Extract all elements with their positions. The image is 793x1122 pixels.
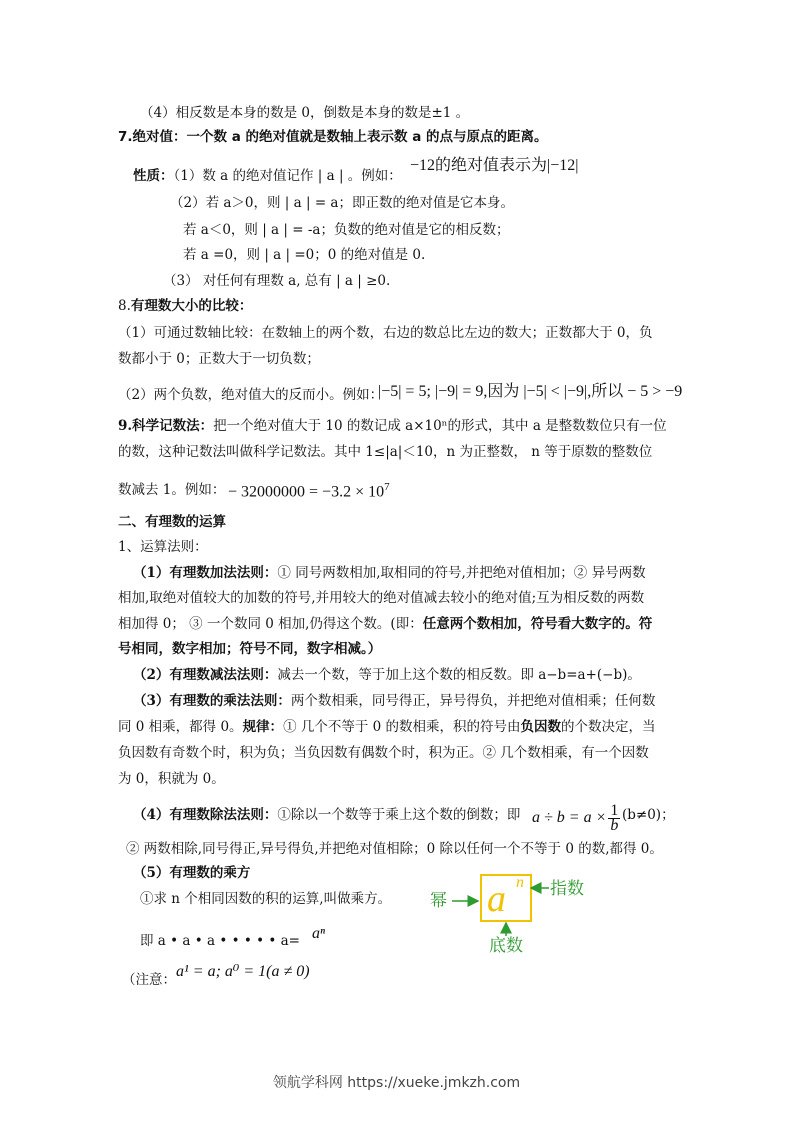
heading-bold: 有理数大小的比较： bbox=[130, 298, 253, 314]
text-line: 负因数有奇数个时，积为负；当负因数有偶数个时，积为正。② 几个数相乘，有一个因数 bbox=[118, 745, 649, 761]
text-line: 即 a • a • a • • • • • a= bbox=[140, 933, 300, 949]
diagram-exponent-letter: n bbox=[516, 874, 524, 891]
diagram-label-power: 幂 bbox=[430, 891, 447, 911]
text-line: （2）两个负数，绝对值大的反而小。例如： bbox=[118, 387, 384, 403]
text: 同 0 相乘，都得 0。 bbox=[118, 719, 243, 735]
text: ①除以一个数等于乘上这个数的倒数；即 bbox=[277, 807, 521, 823]
math-power: aⁿ bbox=[312, 925, 326, 942]
num: 8. bbox=[118, 298, 131, 314]
rule-title: （2）有理数减法法则： bbox=[133, 667, 278, 683]
text-line: 为 0，积就为 0。 bbox=[118, 771, 225, 787]
text-line: 1、运算法则： bbox=[118, 539, 208, 555]
label-bold: 规律： bbox=[242, 719, 284, 735]
text: ① 几个不等于 0 的数相乘，积的符号由 bbox=[283, 719, 521, 735]
text-line: （2）若 a＞0，则 | a | = a；即正数的绝对值是它本身。 bbox=[170, 195, 514, 211]
diagram-label-exponent: 指数 bbox=[550, 879, 584, 899]
section-heading-absolute-value: 7.绝对值：一个数 a 的绝对值就是数轴上表示数 a 的点与原点的距离。 bbox=[118, 129, 548, 145]
text: ① 同号两数相加,取相同的符号,并把绝对值相加；② 异号两数 bbox=[277, 565, 646, 581]
rule-title: （4）有理数除法法则： bbox=[133, 807, 278, 823]
text: (b≠0)； bbox=[622, 807, 675, 823]
rule-title: （3）有理数的乘法法则： bbox=[133, 693, 291, 709]
rule-title: （1）有理数加法法则： bbox=[133, 565, 278, 581]
power-heading: （5）有理数的乘方 bbox=[133, 865, 251, 881]
emphasis: 任意两个数相加，符号看大数字的。符 bbox=[422, 616, 653, 632]
text: 两个数相乘，同号得正，异号得负，并把绝对值相乘；任何数 bbox=[290, 693, 656, 709]
emphasis-line: 号相同，数字相加；符号不同，数字相减。） bbox=[118, 641, 382, 657]
text-line: ② 两数相除,同号得正,异号得负,并把绝对值相除；0 除以任何一个不等于 0 的数,都得 0。 bbox=[126, 841, 663, 857]
text-line: （3） 对任何有理数 a, 总有 | a | ≥0. bbox=[163, 273, 391, 289]
text-line: （4）相反数是本身的数是 0，倒数是本身的数是±1 。 bbox=[140, 105, 470, 121]
text-line: 相加,取绝对值较大的加数的符号,并用较大的绝对值减去较小的绝对值;互为相反数的两数 bbox=[118, 590, 645, 606]
text-line: （注意： bbox=[122, 972, 176, 988]
diagram-label-base: 底数 bbox=[489, 936, 523, 956]
section-heading-operations: 二、有理数的运算 bbox=[118, 514, 226, 530]
math-note: a¹ = a; a⁰ = 1(a ≠ 0) bbox=[176, 963, 310, 980]
math-text: − 32000000 = −3.2 × 10 bbox=[228, 483, 385, 501]
emphasis: 负因数 bbox=[520, 719, 562, 735]
diagram-base-letter: a bbox=[487, 878, 506, 920]
heading-bold: 9.科学记数法： bbox=[118, 418, 214, 434]
text: （1）数 a 的绝对值记作 | a | 。例如： bbox=[173, 168, 402, 184]
numerator: 1 bbox=[610, 802, 619, 819]
text: 相加得 0； ③ 一个数同 0 相加,仍得这个数。(即： bbox=[118, 616, 423, 632]
text-line: 若 a =0，则 | a | =0；0 的绝对值是 0. bbox=[183, 247, 426, 263]
exponent: 7 bbox=[384, 481, 390, 493]
denominator: b bbox=[610, 817, 619, 834]
text-line: 若 a＜0，则 | a | = -a；负数的绝对值是它的相反数； bbox=[183, 222, 510, 238]
math-example: −12的绝对值表示为|−12| bbox=[410, 157, 579, 174]
math-text: a ÷ b = a × bbox=[532, 809, 607, 827]
text: 把一个绝对值大于 10 的数记成 a×10ⁿ的形式，其中 a 是整数数位只有一位 bbox=[213, 418, 667, 434]
text-line: 的数，这种记数法叫做科学记数法。其中 1≤|a|＜10，n 为正整数， n 等于原数的整数位 bbox=[118, 444, 653, 460]
text-line: ①求 n 个相同因数的积的运算,叫做乘方。 bbox=[140, 891, 392, 907]
label-bold: 性质： bbox=[133, 168, 174, 184]
text: 减去一个数，等于加上这个数的相反数。即 a−b=a+(−b)。 bbox=[277, 667, 641, 683]
text-line: （1）可通过数轴比较：在数轴上的两个数，右边的数总比左边的数大；正数都大于 0，负 bbox=[118, 325, 653, 341]
footer-watermark: 领航学科网 https://xueke.jmkzh.com bbox=[272, 1075, 521, 1091]
text: 的个数决定，当 bbox=[561, 719, 656, 735]
math-example: |−5| = 5; |−9| = 9,因为 |−5| < |−9|,所以 − 5 > −9 bbox=[378, 383, 683, 400]
text-line: 数减去 1。例如： bbox=[118, 482, 226, 498]
text-line: 数都小于 0；正数大于一切负数； bbox=[118, 351, 320, 367]
